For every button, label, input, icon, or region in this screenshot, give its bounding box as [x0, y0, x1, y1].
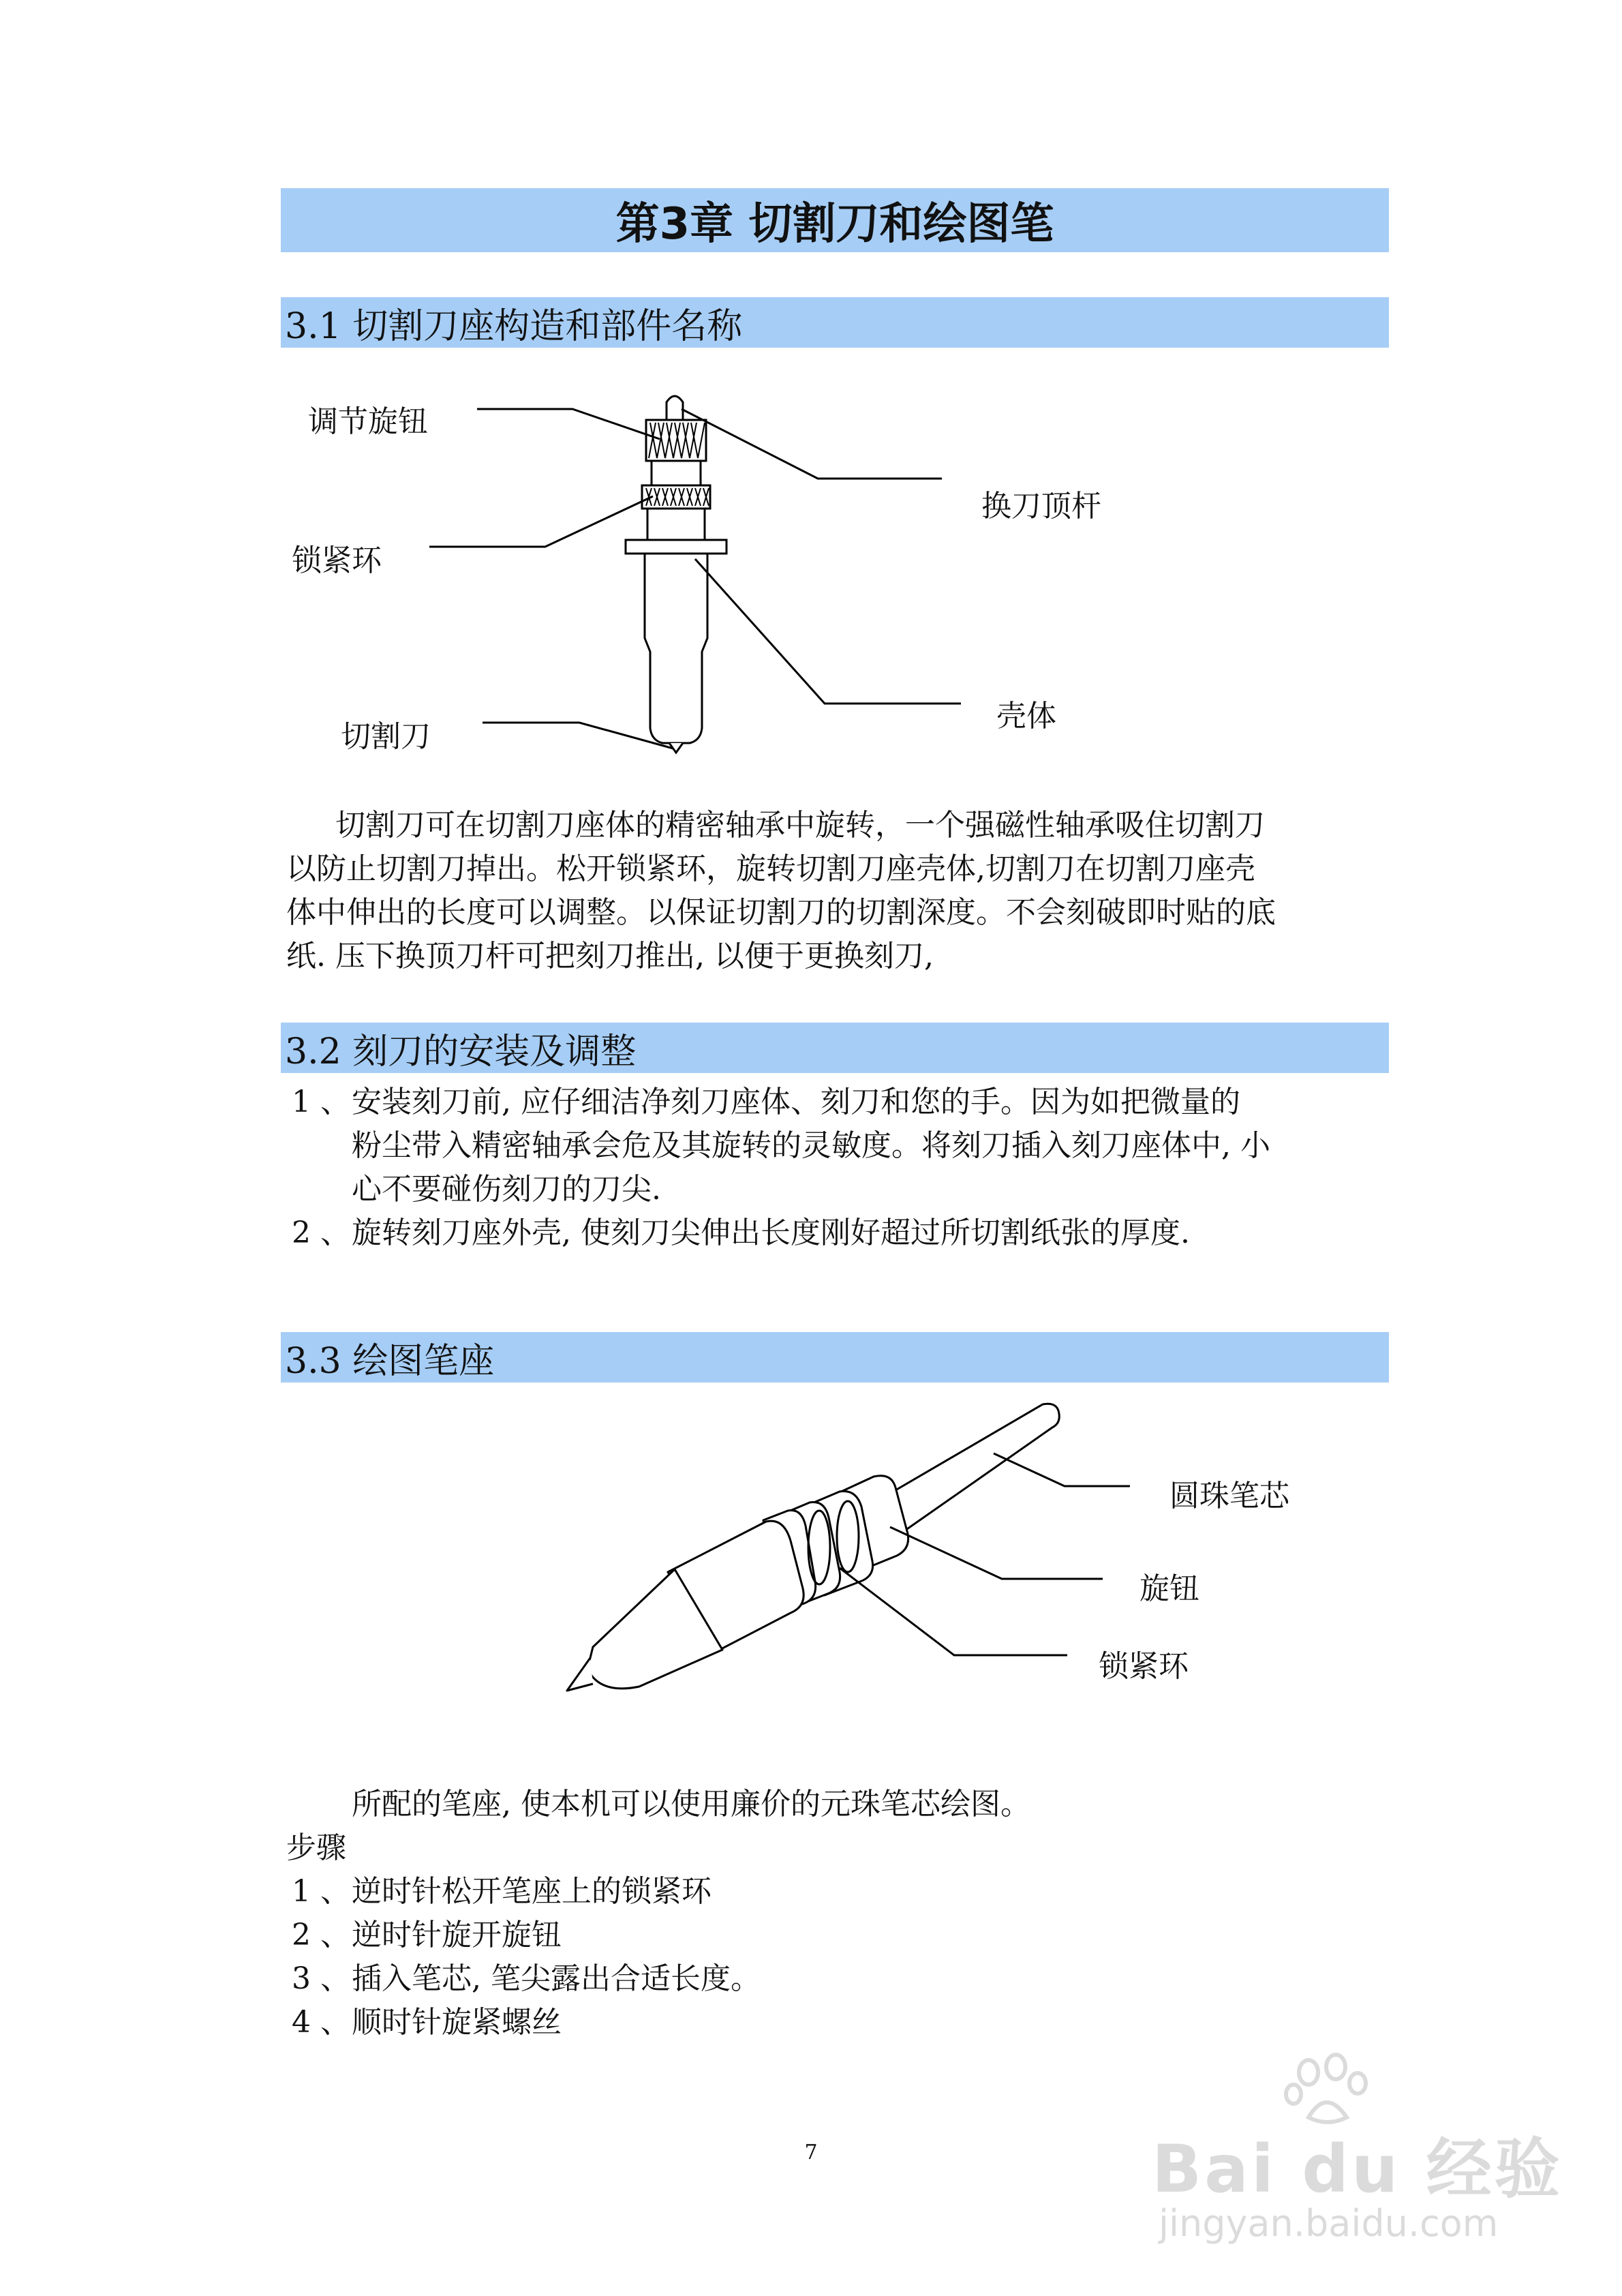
step-text: 插入笔芯, 笔尖露出合适长度。 — [352, 1961, 761, 1996]
section-3-2-heading: 3.2 刻刀的安装及调整 — [281, 1023, 1389, 1073]
list-item-line: 心不要碰伤刻刀的刀尖. — [352, 1172, 661, 1207]
section-3-1-heading: 3.1 切割刀座构造和部件名称 — [281, 297, 1389, 348]
label-refill: 圆珠笔芯 — [1169, 1479, 1289, 1513]
list-item-number: 2 、 — [292, 1215, 350, 1250]
steps-heading: 步骤 — [286, 1830, 346, 1865]
label-adjust-knob: 调节旋钮 — [308, 404, 428, 439]
step-text: 顺时针旋紧螺丝 — [352, 2005, 562, 2040]
baidu-watermark — [1152, 2052, 1563, 2256]
watermark-url: jingyan.baidu.com — [1159, 2202, 1499, 2245]
pen-intro: 所配的笔座, 使本机可以使用廉价的元珠笔芯绘图。 — [352, 1787, 1030, 1822]
label-lock-ring: 锁紧环 — [292, 543, 382, 578]
paw-logo-icon — [1281, 2052, 1377, 2127]
list-item-line: 旋转刻刀座外壳, 使刻刀尖伸出长度刚好超过所切割纸张的厚度. — [352, 1215, 1190, 1250]
step-number: 3 、 — [292, 1961, 350, 1996]
watermark-brand: Bai du 经验 — [1152, 2131, 1563, 2207]
label-ejector-rod: 换刀顶杆 — [981, 489, 1101, 524]
paragraph-line: 切割刀可在切割刀座体的精密轴承中旋转，一个强磁性轴承吸住切割刀 — [335, 808, 1265, 843]
label-pen-lock-ring: 锁紧环 — [1099, 1649, 1189, 1684]
chapter-title: 第3章 切割刀和绘图笔 — [281, 188, 1389, 252]
paragraph-line: 纸. 压下换顶刀杆可把刻刀推出, 以便于更换刻刀, — [286, 939, 934, 973]
label-knob: 旋钮 — [1139, 1571, 1199, 1606]
step-text: 逆时针松开笔座上的锁紧环 — [352, 1874, 711, 1909]
paragraph-line: 体中伸出的长度可以调整。以保证切割刀的切割深度。不会刻破即时贴的底 — [286, 895, 1276, 930]
list-item-number: 1 、 — [292, 1085, 350, 1119]
step-text: 逆时针旋开旋钮 — [352, 1918, 562, 1952]
label-shell: 壳体 — [996, 699, 1056, 734]
step-number: 4 、 — [292, 2005, 350, 2040]
label-blade: 切割刀 — [341, 719, 431, 754]
page-number: 7 — [804, 2141, 818, 2164]
list-item-line: 安装刻刀前, 应仔细洁净刻刀座体、刻刀和您的手。因为如把微量的 — [352, 1085, 1240, 1119]
step-number: 1 、 — [292, 1874, 350, 1909]
step-number: 2 、 — [292, 1918, 350, 1952]
section-3-3-heading: 3.3 绘图笔座 — [281, 1332, 1389, 1383]
list-item-line: 粉尘带入精密轴承会危及其旋转的灵敏度。将刻刀插入刻刀座体中, 小 — [352, 1128, 1270, 1163]
paragraph-line: 以防止切割刀掉出。松开锁紧环，旋转切割刀座壳体,切割刀在切割刀座壳 — [286, 851, 1255, 886]
